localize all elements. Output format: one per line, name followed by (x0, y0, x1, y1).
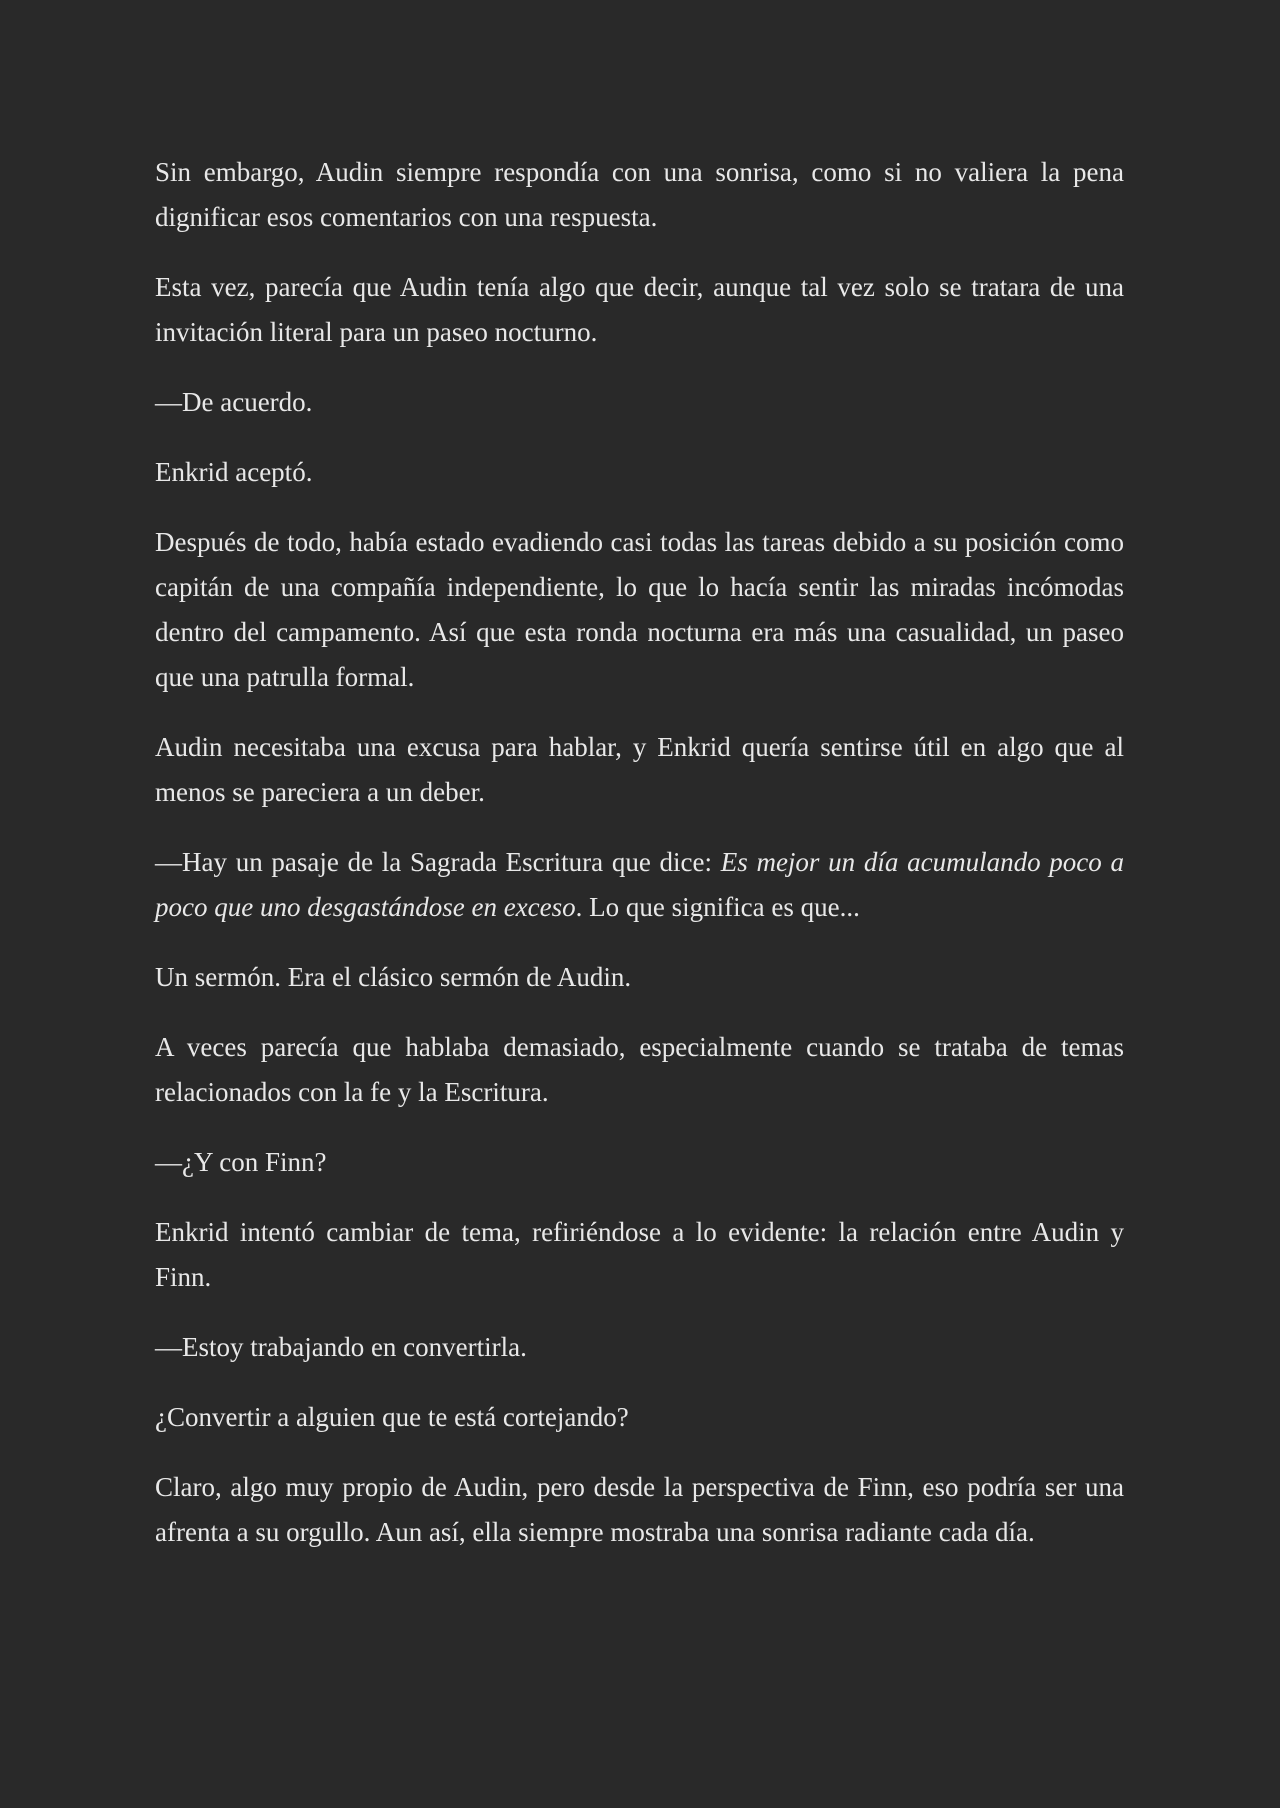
paragraph: Esta vez, parecía que Audin tenía algo que decir, aunque tal vez solo se tratara de una invitación literal para un paseo nocturno. (155, 272, 1124, 347)
dialogue-line: —De acuerdo. (155, 387, 313, 417)
dialogue-text: —Hay un pasaje de la Sagrada Escritura que dice: (155, 847, 721, 877)
dialogue-line (155, 840, 1124, 930)
paragraph: ¿Convertir a alguien que te está cortejando? (155, 1402, 629, 1432)
paragraph: Enkrid aceptó. (155, 457, 313, 487)
dialogue-line: —Estoy trabajando en convertirla. (155, 1332, 527, 1362)
dialogue-line: —¿Y con Finn? (155, 1147, 327, 1177)
paragraph: Un sermón. Era el clásico sermón de Audin. (155, 962, 632, 992)
paragraph: Enkrid intentó cambiar de tema, refiriéndose a lo evidente: la relación entre Audin y Finn. (155, 1217, 1124, 1292)
paragraph: Sin embargo, Audin siempre respondía con una sonrisa, como si no valiera la pena dignificar esos comentarios con una respuesta. (155, 157, 1124, 232)
paragraph: Después de todo, había estado evadiendo casi todas las tareas debido a su posición como capitán de una compañía independiente, lo que lo hacía sentir las miradas incómodas dentro del campamento. Así que esta ronda nocturna era más una casualidad, un paseo que una patrulla formal. (155, 527, 1124, 692)
paragraph: A veces parecía que hablaba demasiado, especialmente cuando se trataba de temas relacionados con la fe y la Escritura. (155, 1032, 1124, 1107)
paragraph: Audin necesitaba una excusa para hablar, y Enkrid quería sentirse útil en algo que al menos se pareciera a un deber. (155, 732, 1124, 807)
scripture-quote: Es mejor un día acumulando poco a poco que uno desgastándose en exceso (155, 847, 1124, 922)
paragraph: Claro, algo muy propio de Audin, pero desde la perspectiva de Finn, eso podría ser una afrenta a su orgullo. Aun así, ella siempre mostraba una sonrisa radiante cada día. (155, 1472, 1124, 1547)
dialogue-text: . Lo que significa es que... (575, 892, 860, 922)
